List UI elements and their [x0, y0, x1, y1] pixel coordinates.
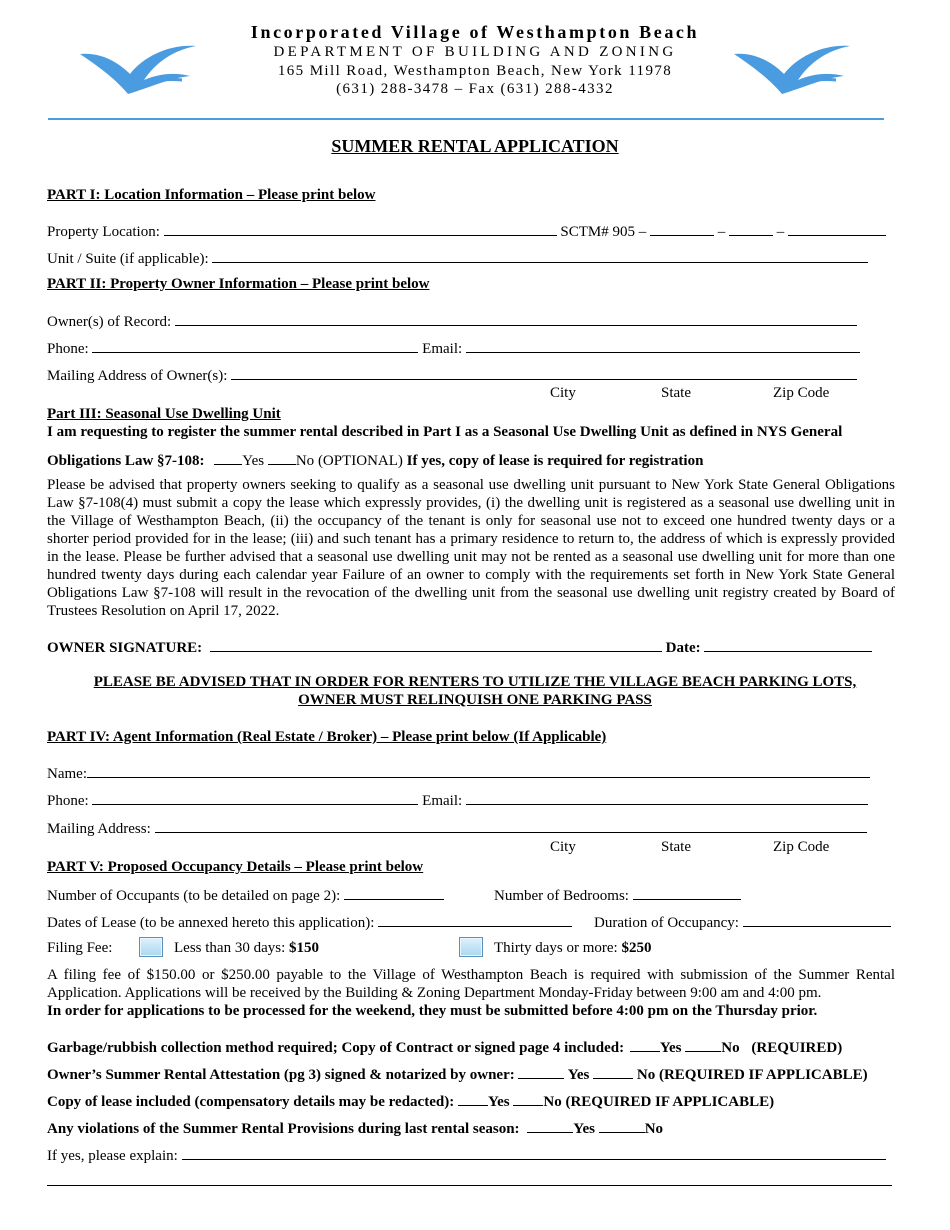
sctm-lot-field[interactable]	[788, 221, 886, 236]
thirty-or-more-label: Thirty days or more:	[494, 940, 618, 956]
agent-name-label: Name:	[47, 766, 87, 782]
optional-label: (OPTIONAL)	[317, 453, 403, 469]
lease-copy-row	[47, 1091, 774, 1111]
lease-copy-no-label: No	[543, 1094, 562, 1110]
owner-phone-row	[47, 338, 860, 358]
garbage-no-label: No	[721, 1040, 740, 1056]
header-divider	[48, 118, 884, 120]
violations-yes-field[interactable]	[527, 1118, 573, 1133]
sctm-label: SCTM# 905 –	[560, 224, 647, 240]
agent-name-field[interactable]	[87, 763, 870, 778]
seasonal-no-field[interactable]	[268, 450, 296, 465]
agent-phone-row	[47, 790, 868, 810]
seasonal-use-paragraph: Please be advised that property owners seeking to qualify as a seasonal use dwelling unit pursuant to New York State General Obligations Law §7-108(4) must submit a copy the lease which expressly provides, (i) the dwelling unit is registered as a seasonal use dwelling unit in the Village of Westhampton Beach, (ii) the occupancy of the tenant is only for seasonal use not to exceed one hundred twenty days or a shorter period provided for in the lease; (iii) and such tenant has a primary residence to return to, the address of which is expressly provided in the lease. Please be further advised that a seasonal use dwelling unit may not be rented as a seasonal use dwelling unit for more than one hundred twenty days during each calendar year Failure of an owner to comply with the requirements set forth in New York State General Obligations Law §7-108 will result in the revocation of the dwelling unit from the seasonal use dwelling unit registry created by Board of Trustees Resolution on April 17, 2022.	[47, 477, 895, 619]
lease-note: If yes, copy of lease is required for registration	[406, 453, 704, 469]
agent-mailing-row	[47, 818, 867, 838]
violations-no-label: No	[644, 1121, 664, 1137]
sctm-dash-1: –	[717, 224, 726, 240]
agent-email-field[interactable]	[466, 790, 868, 805]
owners-row	[47, 311, 857, 331]
owner-mailing-label: Mailing Address of Owner(s):	[47, 368, 228, 384]
explain-row	[47, 1145, 886, 1165]
agent-mailing-label: Mailing Address:	[47, 821, 151, 837]
property-location-row	[47, 221, 886, 241]
sctm-dash-2: –	[776, 224, 785, 240]
attestation-row	[47, 1064, 868, 1084]
unit-field[interactable]	[212, 248, 868, 263]
garbage-yes-label: Yes	[659, 1040, 682, 1056]
attestation-required: (REQUIRED IF APPLICABLE)	[658, 1067, 868, 1083]
attestation-no-field[interactable]	[593, 1064, 633, 1079]
owner-email-field[interactable]	[466, 338, 860, 353]
sctm-block-field[interactable]	[729, 221, 773, 236]
office-phone: (631) 288-3478 – Fax (631) 288-4332	[336, 81, 614, 97]
seasonal-yes-field[interactable]	[214, 450, 242, 465]
lease-copy-no-field[interactable]	[513, 1091, 543, 1106]
violations-row	[47, 1118, 663, 1138]
org-name: Incorporated Village of Westhampton Beach	[250, 22, 700, 42]
bedrooms-label: Number of Bedrooms:	[494, 888, 629, 904]
obligations-row	[47, 450, 703, 470]
seasonal-yes-label: Yes	[242, 453, 265, 469]
garbage-no-field[interactable]	[685, 1037, 721, 1052]
duration-row	[594, 912, 891, 932]
lease-copy-yes-field[interactable]	[458, 1091, 488, 1106]
attestation-no-label: No	[636, 1067, 656, 1083]
property-location-label: Property Location:	[47, 224, 160, 240]
owners-label: Owner(s) of Record:	[47, 314, 172, 330]
agent-state-label: State	[661, 839, 691, 855]
owner-signature-field[interactable]	[210, 637, 662, 652]
bedrooms-field[interactable]	[633, 885, 741, 900]
lease-dates-row	[47, 912, 572, 932]
owner-mailing-field[interactable]	[231, 365, 857, 380]
occupants-row	[47, 885, 444, 905]
violations-yes-label: Yes	[573, 1121, 595, 1137]
filing-fee-label: Filing Fee:	[47, 940, 113, 956]
occupants-field[interactable]	[344, 885, 444, 900]
part4-heading: PART IV: Agent Information (Real Estate / Broker) – Please print below (If Applicable)	[47, 729, 607, 745]
lease-dates-label: Dates of Lease (to be annexed hereto this application):	[47, 915, 375, 931]
owner-email-label: Email:	[422, 341, 463, 357]
owners-field[interactable]	[175, 311, 857, 326]
owner-phone-label: Phone:	[47, 341, 89, 357]
obligations-label: Obligations Law §7-108:	[47, 453, 205, 469]
page-title: SUMMER RENTAL APPLICATION	[331, 136, 619, 156]
weekend-notice: In order for applications to be processed for the weekend, they must be submitted before 4:00 pm on the Thursday prior.	[47, 1003, 818, 1019]
agent-zip-label: Zip Code	[773, 839, 830, 855]
explain-field-line-2[interactable]	[47, 1185, 892, 1186]
less-than-30-option	[174, 939, 319, 957]
agent-city-label: City	[550, 839, 576, 855]
fee-250: $250	[621, 940, 652, 956]
attestation-yes-field[interactable]	[518, 1064, 564, 1079]
signature-date-field[interactable]	[704, 637, 872, 652]
part2-heading: PART II: Property Owner Information – Please print below	[47, 276, 430, 292]
garbage-required: (REQUIRED)	[751, 1040, 843, 1056]
owner-signature-row	[47, 637, 872, 657]
fee-150: $150	[288, 940, 319, 956]
owner-state-label: State	[661, 385, 691, 401]
less-than-30-checkbox[interactable]	[139, 937, 163, 957]
owner-signature-label: OWNER SIGNATURE:	[47, 640, 203, 656]
thirty-or-more-option	[494, 939, 651, 957]
part3-request: I am requesting to register the summer rental described in Part I as a Seasonal Use Dwelling Unit as defined in NYS General	[47, 424, 843, 440]
lease-copy-required: (REQUIRED IF APPLICABLE)	[565, 1094, 775, 1110]
bedrooms-row	[494, 885, 741, 905]
part3-heading: Part III: Seasonal Use Dwelling Unit	[47, 406, 281, 422]
explain-label: If yes, please explain:	[47, 1148, 178, 1164]
parking-notice-line1: PLEASE BE ADVISED THAT IN ORDER FOR RENTERS TO UTILIZE THE VILLAGE BEACH PARKING LOTS,	[93, 674, 857, 690]
owner-phone-field[interactable]	[92, 338, 418, 353]
garbage-yes-field[interactable]	[630, 1037, 660, 1052]
garbage-row	[47, 1037, 842, 1057]
occupants-label: Number of Occupants (to be detailed on page 2):	[47, 888, 341, 904]
violations-label: Any violations of the Summer Rental Provisions during last rental season:	[47, 1121, 520, 1137]
owner-zip-label: Zip Code	[773, 385, 830, 401]
agent-email-label: Email:	[422, 793, 463, 809]
property-location-field[interactable]	[164, 221, 557, 236]
violations-no-field[interactable]	[599, 1118, 645, 1133]
attestation-yes-label: Yes	[567, 1067, 590, 1083]
agent-name-row	[47, 763, 870, 783]
agent-mailing-field[interactable]	[155, 818, 867, 833]
duration-field[interactable]	[743, 912, 891, 927]
signature-date-label: Date:	[665, 640, 701, 656]
owner-mailing-row	[47, 365, 857, 385]
agent-phone-label: Phone:	[47, 793, 89, 809]
unit-label: Unit / Suite (if applicable):	[47, 251, 209, 267]
lease-dates-field[interactable]	[378, 912, 572, 927]
less-than-30-label: Less than 30 days:	[174, 940, 286, 956]
part5-heading: PART V: Proposed Occupancy Details – Please print below	[47, 859, 424, 875]
sctm-section-field[interactable]	[650, 221, 714, 236]
attestation-label: Owner’s Summer Rental Attestation (pg 3) signed & notarized by owner:	[47, 1067, 515, 1083]
agent-phone-field[interactable]	[92, 790, 418, 805]
seasonal-no-label: No	[295, 453, 315, 469]
unit-row	[47, 248, 868, 268]
department-name: DEPARTMENT OF BUILDING AND ZONING	[273, 44, 677, 60]
duration-label: Duration of Occupancy:	[594, 915, 739, 931]
parking-notice-line2: OWNER MUST RELINQUISH ONE PARKING PASS	[298, 692, 652, 708]
garbage-label: Garbage/rubbish collection method required; Copy of Contract or signed page 4 included:	[47, 1040, 625, 1056]
part1-heading: PART I: Location Information – Please print below	[47, 187, 376, 203]
filing-fee-row	[47, 939, 112, 957]
lease-copy-yes-label: Yes	[487, 1094, 510, 1110]
office-address: 165 Mill Road, Westhampton Beach, New York 11978	[277, 63, 673, 79]
filing-fee-paragraph: A filing fee of $150.00 or $250.00 payable to the Village of Westhampton Beach is required with submission of the Summer Rental Application. Applications will be received by the Building & Zoning Department Monday-Friday between 9:00 am and 4:00 pm.	[47, 967, 895, 1001]
thirty-or-more-checkbox[interactable]	[459, 937, 483, 957]
lease-copy-label: Copy of lease included (compensatory details may be redacted):	[47, 1094, 455, 1110]
explain-field[interactable]	[182, 1145, 886, 1160]
owner-city-label: City	[550, 385, 576, 401]
